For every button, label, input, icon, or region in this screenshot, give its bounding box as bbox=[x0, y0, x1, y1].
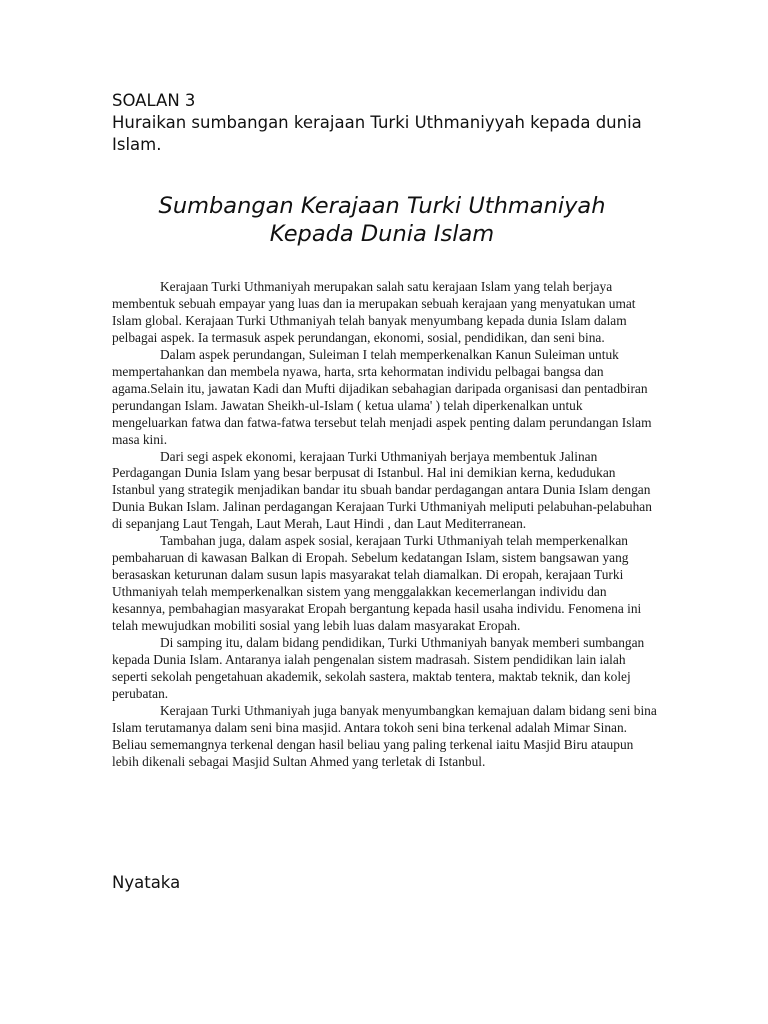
paragraph-perundangan: Dalam aspek perundangan, Suleiman I telah memperkenalkan Kanun Suleiman untuk mempertahankan dan membela nyawa, harta, srta kehormatan individu pelbagai bangsa dan agama.Selain itu, jawatan Kadi dan Mufti dijadikan sebahagian daripada organisasi dan pentadbiran perundangan Islam. Jawatan Sheikh-ul-Islam ( ketua ulama' ) telah diperkenalkan untuk mengeluarkan fatwa dan fatwa-fatwa tersebut telah menjadi aspek penting dalam perundangan Islam masa kini. bbox=[112, 346, 652, 447]
paragraph-pendidikan: Di samping itu, dalam bidang pendidikan, Turki Uthmaniyah banyak memberi sumbangan kepada Dunia Islam. Antaranya ialah pengenalan sistem madrasah. Sistem pendidikan lain ialah seperti sekolah pengetahuan akademik, sekolah sastera, maktab tentera, maktab teknik, dan kolej perubatan. bbox=[112, 635, 645, 701]
essay-title-line-1: Sumbangan Kerajaan Turki Uthmaniyah bbox=[158, 193, 606, 219]
paragraph-seni-bina: Kerajaan Turki Uthmaniyah juga banyak menyumbangkan kemajuan dalam bidang seni bina Islam terutamanya dalam seni bina masjid. Antara tokoh seni bina terkenal adalah Mimar Sinan. Beliau sememangnya terkenal dengan hasil beliau yang paling terkenal iaitu Masjid Biru ataupun lebih dikenali sebagai Masjid Sultan Ahmed yang terletak di Istanbul. bbox=[112, 702, 657, 769]
question-text: Huraikan sumbangan kerajaan Turki Uthmaniyyah kepada dunia Islam. bbox=[112, 113, 642, 154]
question-block bbox=[112, 90, 672, 156]
paragraph-ekonomi: Dari segi aspek ekonomi, kerajaan Turki Uthmaniyah berjaya membentuk Jalinan Perdagangan Dunia Islam yang besar berpusat di Istanbul. Hal ini demikian kerna, kedudukan Istanbul yang strategik menjadikan bandar itu sbuah bandar perdagangan antara Dunia Islam dengan Dunia Bukan Islam. Jalinan perdagangan Kerajaan Turki Uthmaniyah meliputi pelabuhan-pelabuhan di sepanjang Laut Tengah, Laut Merah, Laut Hindi , dan Laut Mediterranean. bbox=[112, 448, 652, 532]
next-section-heading: Nyataka bbox=[112, 873, 181, 892]
essay-title-line-2: Kepada Dunia Islam bbox=[269, 221, 495, 247]
paragraph-introduction: Kerajaan Turki Uthmaniyah merupakan salah satu kerajaan Islam yang telah berjaya membentuk sebuah empayar yang luas dan ia merupakan sebuah kerajaan yang menyatukan umat Islam global. Kerajaan Turki Uthmaniyah telah banyak menyumbang kepada dunia Islam dalam pelbagai aspek. Ia termasuk aspek perundangan, ekonomi, sosial, pendidikan, dan seni bina. bbox=[112, 279, 636, 345]
essay-title bbox=[112, 192, 652, 248]
question-label: SOALAN 3 bbox=[112, 91, 196, 110]
paragraph-sosial: Tambahan juga, dalam aspek sosial, kerajaan Turki Uthmaniyah telah memperkenalkan pembaharuan di kawasan Balkan di Eropah. Sebelum kedatangan Islam, sistem bangsawan yang berasaskan keturunan dalam susun lapis masyarakat telah diamalkan. Di eropah, kerajaan Turki Uthmaniyah telah memperkenalkan sistem yang menggalakkan kecemerlangan individu dan kesannya, pembahagian masyarakat Eropah bergantung kepada hasil usaha individu. Fenomena ini telah mewujudkan mobiliti sosial yang lebih luas dalam masyarakat Eropah. bbox=[112, 533, 642, 634]
essay-body bbox=[112, 279, 657, 771]
